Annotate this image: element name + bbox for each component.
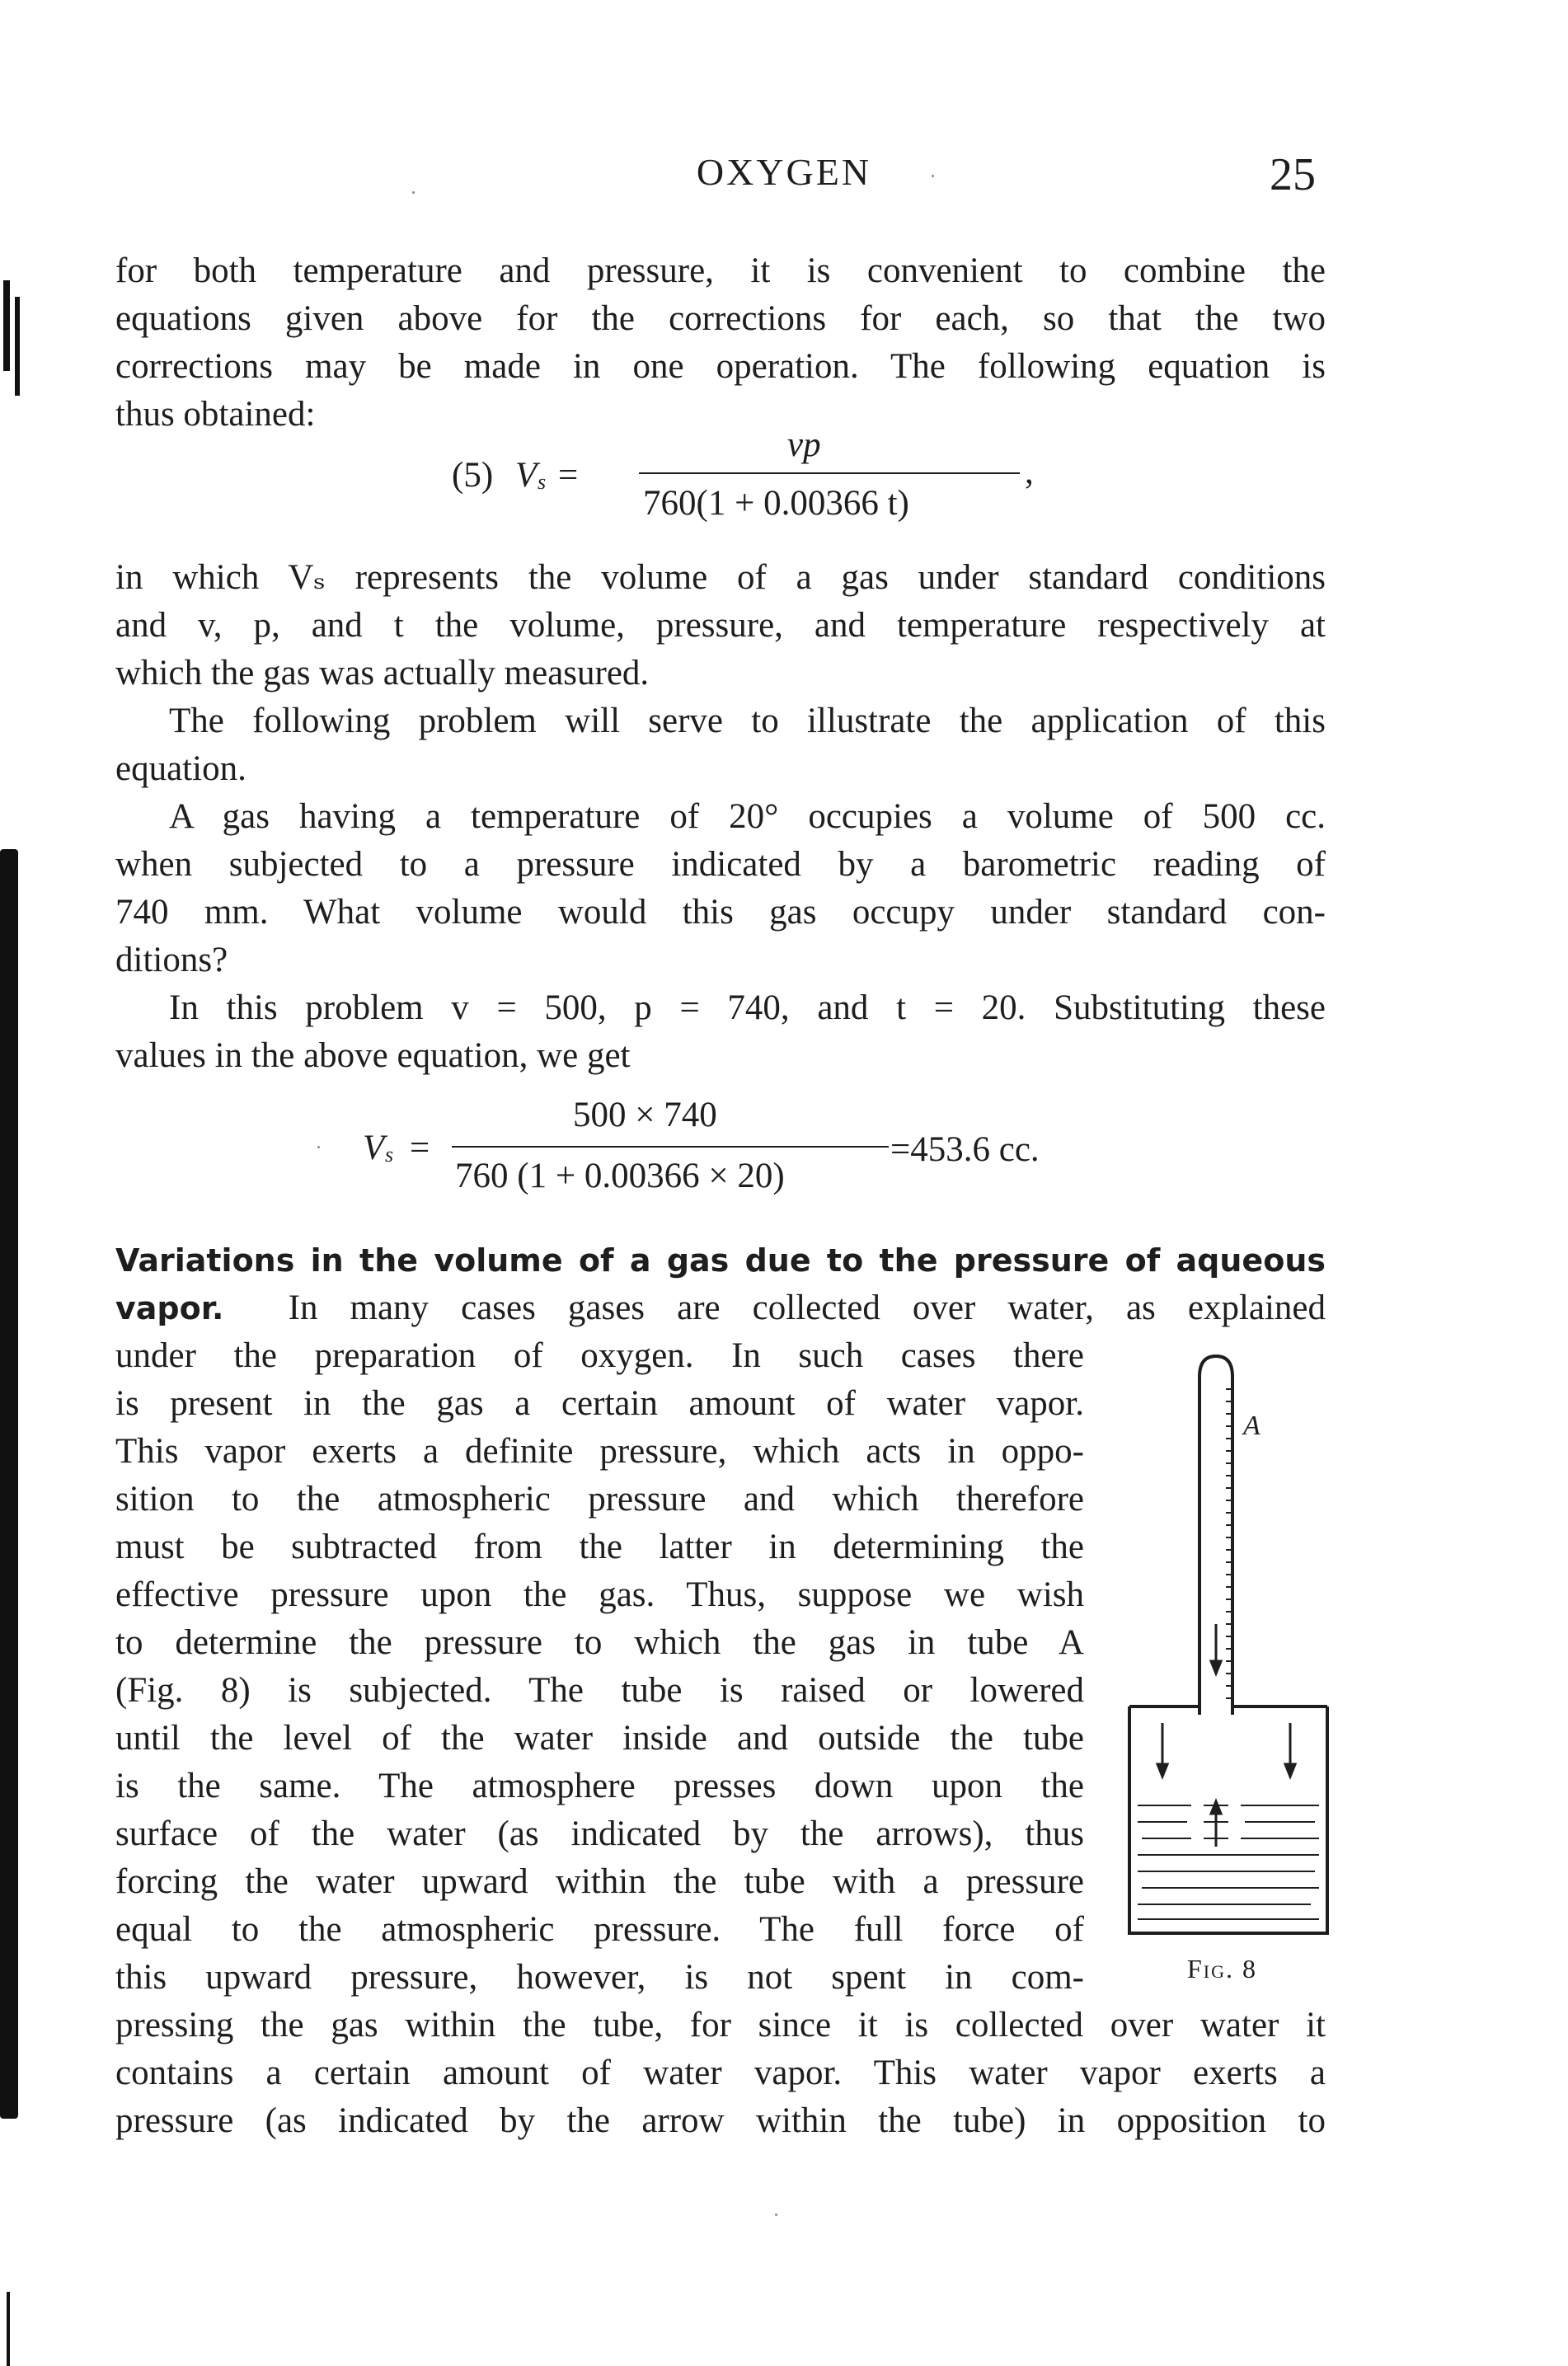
text-line: ditions? [115,941,228,979]
text-line: thus obtained: [115,395,316,434]
text-line: is present in the gas a certain amount of water vapor. [115,1384,1084,1423]
binding-shadow [7,2292,10,2366]
equation-lhs-subscript: s [538,470,547,494]
arrow-down-icon [1211,1661,1221,1674]
text-line: equation. [115,749,246,788]
water-trough [1129,1706,1327,1933]
text-line: contains a certain amount of water vapor. This water vapor exerts a [115,2054,1326,2092]
text-line: A gas having a temperature of 20° occupies a volume of 500 cc. [169,797,1326,836]
equation-number: (5) [452,456,494,495]
text-line: 740 mm. What volume would this gas occupy under standard con- [115,893,1326,932]
text-line: in which Vₛ represents the volume of a gas under standard conditions [115,558,1326,597]
text-line: until the level of the water inside and outside the tube [115,1719,1084,1758]
figure-label-a: A [1243,1411,1261,1441]
text-line: equations given above for the corrections for each, so that the two [115,299,1326,338]
text-line: must be subtracted from the latter in determining the [115,1528,1084,1566]
section-heading-end: vapor. [115,1290,224,1326]
text-line: effective pressure upon the gas. Thus, suppose we wish [115,1575,1084,1614]
text-line: values in the above equation, we get [115,1036,631,1075]
text-line: surface of the water (as indicated by the arrows), thus [115,1814,1084,1853]
text-line: In this problem v = 500, p = 740, and t = 20. Substituting these [169,988,1326,1027]
equation-result: =453.6 cc. [890,1130,1040,1169]
text-line: sition to the atmospheric pressure and which therefore [115,1480,1084,1519]
scan-speck [775,2213,777,2216]
binding-shadow [0,849,18,2119]
equation-lhs-subscript: s [385,1143,394,1167]
water-hatching [1138,1805,1319,1919]
fraction-bar [452,1146,889,1148]
figure-8-eudiometer [1121,1344,1336,1970]
text-line: to determine the pressure to which the gas in tube A [115,1623,1084,1662]
pressure-arrows [1157,1624,1295,1847]
arrow-down-icon [1157,1764,1167,1777]
arrow-down-icon [1285,1764,1295,1777]
text-line: forcing the water upward within the tube with a pressure [115,1862,1084,1901]
text-line [115,1284,1326,1332]
figure-caption: Fig. 8 [1187,1954,1258,1983]
equation-equals: = [558,456,579,495]
text-line: (Fig. 8) is subjected. The tube is raised or lowered [115,1671,1084,1710]
text-line: corrections may be made in one operation. The following equation is [115,347,1326,386]
text-line: This vapor exerts a definite pressure, which acts in oppo- [115,1432,1084,1471]
text-line: this upward pressure, however, is not spent in com- [115,1958,1084,1997]
equation-lhs: V [363,1129,385,1167]
equation-equals: = [410,1129,430,1167]
scan-speck [317,1146,320,1148]
fraction-bar [639,472,1020,474]
text-line: pressing the gas within the tube, for since it is collected over water it [115,2006,1326,2044]
text-line: The following problem will serve to illustrate the application of this [169,702,1326,740]
binding-shadow [15,297,20,396]
scan-speck [412,191,415,194]
text-line: when subjected to a pressure indicated by a barometric reading of [115,845,1326,884]
scan-speck [932,175,934,177]
page-number: 25 [1270,149,1316,200]
binding-shadow [3,280,10,371]
running-head: OXYGEN [696,151,872,193]
text-line: for both temperature and pressure, it is convenient to combine the [115,251,1326,290]
text-line: which the gas was actually measured. [115,654,650,692]
text-line: is the same. The atmosphere presses down upon the [115,1767,1084,1805]
equation-numerator: vp [787,425,821,464]
text-line: under the preparation of oxygen. In such cases there [115,1336,1084,1375]
equation-lhs: V [515,456,538,495]
text-line: equal to the atmospheric pressure. The full force of [115,1910,1084,1949]
text-run: In many cases gases are collected over water, as explained [288,1289,1326,1327]
equation-denominator: 760 (1 + 0.00366 × 20) [455,1157,785,1195]
section-heading-line: Variations in the volume of a gas due to the pressure of aqueous [115,1242,1326,1279]
text-line: and v, p, and t the volume, pressure, and temperature respectively at [115,606,1326,645]
equation-numerator: 500 × 740 [573,1096,717,1134]
arrow-up-icon [1211,1801,1221,1814]
text-line: pressure (as indicated by the arrow within the tube) in opposition to [115,2101,1326,2140]
equation-comma: , [1025,453,1034,491]
equation-denominator: 760(1 + 0.00366 t) [643,484,909,523]
